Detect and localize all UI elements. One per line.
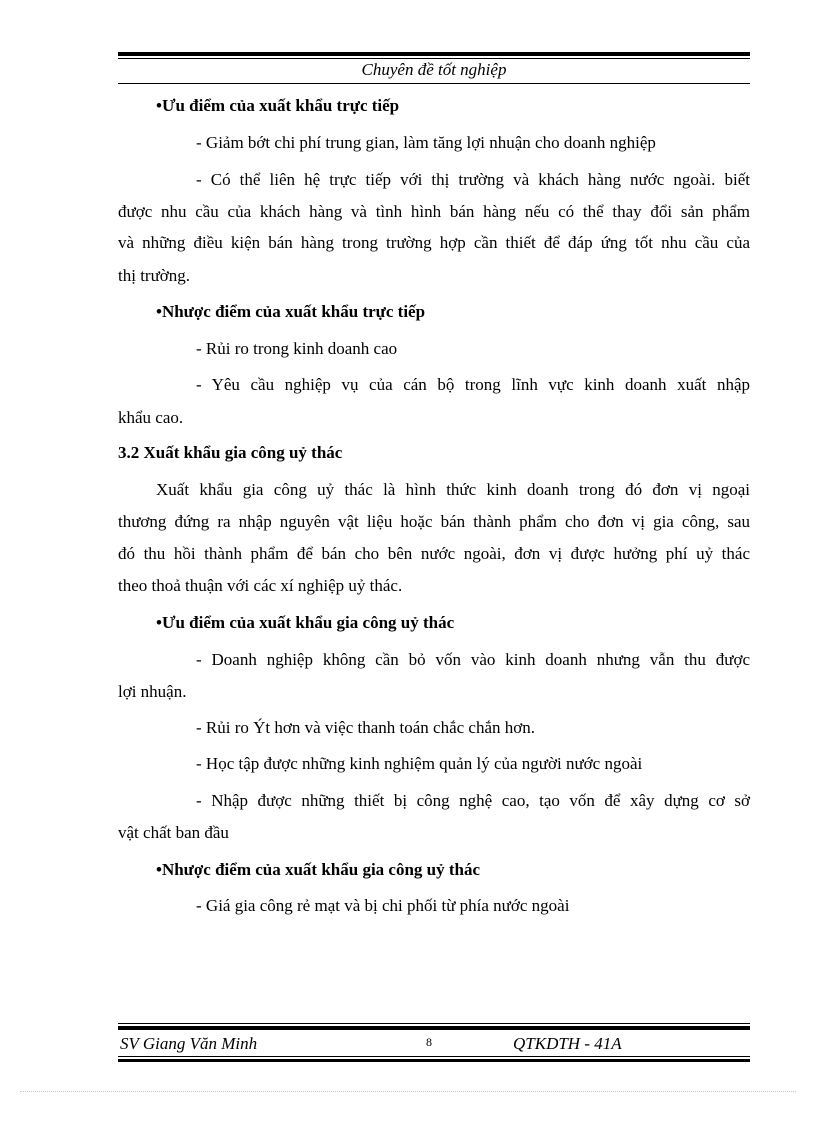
- bullet-line: - Nhập được những thiết bị công nghệ cao, tạo vốn để xây dựng cơ sở: [196, 791, 750, 810]
- bullet-line: - Học tập được những kinh nghiệm quản lý của người nước ngoài: [196, 754, 643, 773]
- heading-direct-export-cons: •Nhược điểm của xuất khẩu trực tiếp: [156, 302, 426, 321]
- footer-rule-bottom-thick: [118, 1059, 750, 1062]
- footer-page-number: 8: [426, 1035, 432, 1049]
- paragraph-line: lợi nhuận.: [118, 682, 187, 701]
- section-heading-3-2: 3.2 Xuất khẩu gia công uỷ thác: [118, 443, 343, 462]
- paragraph-line: thương đứng ra nhập nguyên vật liệu hoặc bán thành phẩm cho đơn vị gia công, sau: [118, 512, 750, 531]
- paragraph-line: thị trường.: [118, 266, 191, 285]
- paragraph-line: Xuất khẩu gia công uỷ thác là hình thức kinh doanh trong đó đơn vị ngoại: [156, 480, 750, 499]
- paragraph-line: và những điều kiện bán hàng trong trường hợp cần thiết để đáp ứng tốt nhu cầu của: [118, 233, 750, 252]
- bullet-line: - Giảm bớt chi phí trung gian, làm tăng lợi nhuận cho doanh nghiệp: [196, 133, 656, 152]
- header-rule-thin: [118, 58, 750, 59]
- paragraph-line: vật chất ban đầu: [118, 823, 229, 842]
- header-rule-bottom: [118, 83, 750, 84]
- heading-consignment-pros: •Ưu điểm của xuất khẩu gia công uỷ thác: [156, 613, 455, 632]
- page-edge-dotted-line: [20, 1091, 796, 1092]
- paragraph-line: đó thu hồi thành phẩm để bán cho bên nước ngoài, đơn vị được hưởng phí uỷ thác: [118, 544, 750, 563]
- footer-author: SV Giang Văn Minh: [120, 1034, 258, 1053]
- bullet-line: - Rủi ro trong kinh doanh cao: [196, 339, 398, 358]
- header-rule-thick: [118, 52, 750, 56]
- header-title: Chuyên đề tốt nghiệp: [361, 60, 507, 79]
- footer-rule-thick: [118, 1026, 750, 1030]
- bullet-line: - Có thể liên hệ trực tiếp với thị trường và khách hàng nước ngoài. biết: [196, 170, 750, 189]
- bullet-line: - Doanh nghiệp không cần bỏ vốn vào kinh doanh nhưng vẫn thu được: [196, 650, 750, 669]
- paragraph-line: được nhu cầu của khách hàng và tình hình bán hàng nếu có thể thay đổi sản phẩm: [118, 202, 750, 221]
- bullet-line: - Rủi ro Ýt hơn và việc thanh toán chắc chắn hơn.: [196, 718, 535, 737]
- paragraph-line: khẩu cao.: [118, 408, 184, 427]
- footer-rule-bottom-thin: [118, 1056, 750, 1057]
- footer-rule-thin: [118, 1023, 750, 1024]
- heading-consignment-cons: •Nhược điểm của xuất khẩu gia công uỷ thác: [156, 860, 481, 879]
- paragraph-line: theo thoả thuận với các xí nghiệp uỷ thác.: [118, 576, 403, 595]
- bullet-line: - Giá gia công rẻ mạt và bị chi phối từ phía nước ngoài: [196, 896, 570, 915]
- bullet-line: - Yêu cầu nghiệp vụ của cán bộ trong lĩnh vực kinh doanh xuất nhập: [196, 375, 750, 394]
- footer-class-code: QTKDTH - 41A: [513, 1034, 622, 1053]
- heading-direct-export-pros: •Ưu điểm của xuất khẩu trực tiếp: [156, 96, 400, 115]
